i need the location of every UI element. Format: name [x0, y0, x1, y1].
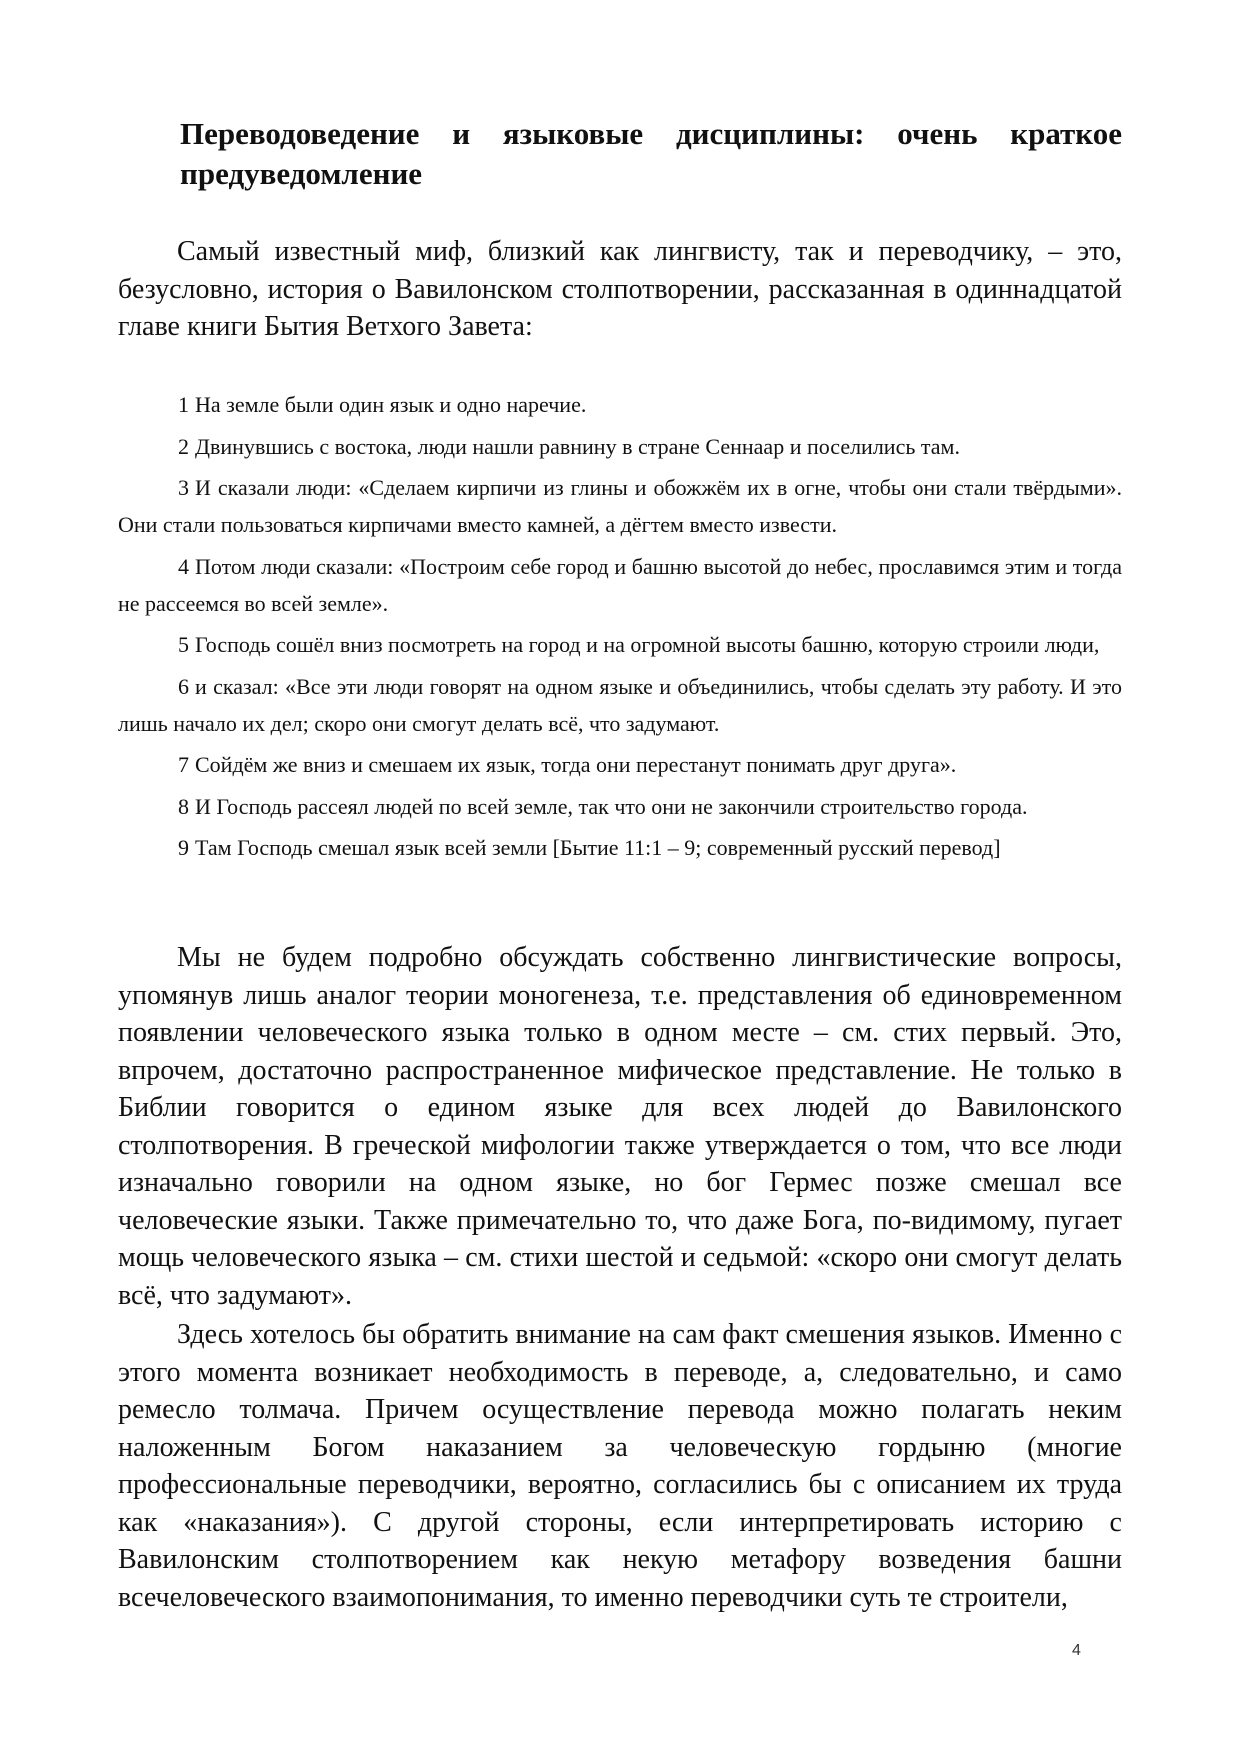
verse-item [118, 746, 1122, 783]
verse-item [118, 428, 1122, 465]
verse-text: Там Господь смешал язык всей земли [Бытие 11:1 – 9; современный русский перевод] [195, 835, 1001, 860]
verse-number: 7 [178, 752, 189, 777]
verse-number: 8 [178, 793, 189, 819]
verse-item [118, 626, 1122, 663]
verse-number: 5 [178, 632, 189, 657]
verse-text: И сказали люди: «Сделаем кирпичи из глины и обожжём их в огне, чтобы они стали твёрдыми». Они стали пользоваться кирпичами вместо камней, а дёгтем вместо извести. [118, 475, 1122, 537]
verse-item [118, 788, 1122, 825]
bible-quote [118, 386, 1122, 871]
verse-item [118, 386, 1122, 423]
verse-number: 2 [178, 433, 189, 459]
verse-text: Потом люди сказали: «Построим себе город и башню высотой до небес, прославимся этим и тогда не рассеемся во всей земле». [118, 553, 1122, 616]
intro-paragraph: Самый известный миф, близкий как лингвисту, так и переводчику, – это, безусловно, история о Вавилонском столпотворении, рассказанная в одиннадцатой главе книги Бытия Ветхого Завета: [118, 236, 1122, 342]
verse-text: Господь сошёл вниз посмотреть на город и на огромной высоты башню, которую строили люди, [195, 632, 1100, 657]
verse-number: 3 [178, 475, 189, 500]
verse-item [118, 469, 1122, 543]
verse-number: 9 [178, 835, 189, 860]
verse-text: и сказал: «Все эти люди говорят на одном языке и объединились, чтобы сделать эту работу. И это лишь начало их дел; скоро они смогут делать всё, что задумают. [118, 673, 1122, 736]
verse-text: Сойдём же вниз и смешаем их язык, тогда они перестанут понимать друг друга». [195, 752, 957, 777]
verse-number: 6 [178, 673, 189, 699]
verse-text: На земле были один язык и одно наречие. [195, 392, 587, 417]
verse-item [118, 829, 1122, 866]
verse-text: Двинувшись с востока, люди нашли равнину в стране Сеннаар и поселились там. [195, 433, 960, 459]
body-paragraph-2: Здесь хотелось бы обратить внимание на сам факт смешения языков. Именно с этого момента возникает необходимость в переводе, а, следовательно, и само ремесло толмача. Причем осуществление перевода можно полагать неким наложенным Богом наказанием за человеческую гордыню (многие профессиональные переводчики, вероятно, согласились бы с описанием их труда как «наказания»). С другой стороны, если интерпретировать историю с Вавилонским столпотворением как некую метафору возведения башни всечеловеческого взаимопонимания, то именно переводчики суть те строители, [118, 1319, 1122, 1613]
section-heading: Переводоведение и языковые дисциплины: очень краткое предуведомление [180, 116, 1122, 191]
verse-number: 1 [178, 392, 189, 417]
verse-item [118, 668, 1122, 742]
body-paragraph-1: Мы не будем подробно обсуждать собственно лингвистические вопросы, упомянув лишь аналог теории моногенеза, т.е. представления об единовременном появлении человеческого языка только в одном месте – см. стих первый. Это, впрочем, достаточно распространенное мифическое представление. Не только в Библии говорится о едином языке для всех людей до Вавилонского столпотворения. В греческой мифологии также утверждается о том, что все люди изначально говорили на одном языке, но бог Гермес позже смешал все человеческие языки. Также примечательно то, что даже Бога, по-видимому, пугает мощь человеческого языка – см. стихи шестой и седьмой: «скоро они смогут делать всё, что задумают». [118, 942, 1122, 1311]
verse-text: И Господь рассеял людей по всей земле, так что они не закончили строительство города. [195, 793, 1028, 819]
page-number: 4 [1072, 1642, 1081, 1659]
verse-item [118, 548, 1122, 622]
verse-number: 4 [178, 553, 189, 579]
